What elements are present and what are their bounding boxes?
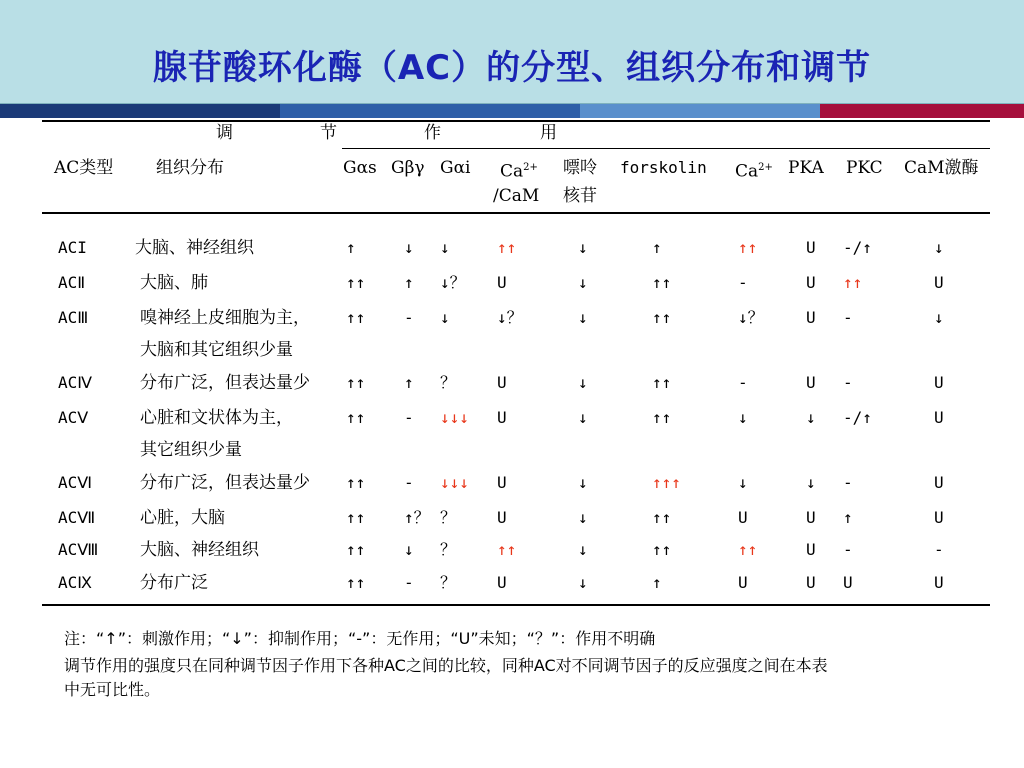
row-cell-ca-cam: U (497, 273, 507, 292)
row-cell-gai: ↓ (440, 238, 450, 257)
row-cell-fsk: ↑↑ (652, 408, 672, 427)
row-ac-type: ACⅡ (58, 273, 86, 292)
row-cell-purine: ↓ (578, 373, 588, 392)
row-cell-gas: ↑↑ (346, 508, 366, 527)
row-cell-purine: ↓ (578, 473, 588, 492)
decor-stripe (820, 104, 1024, 118)
row-ac-type: ACⅦ (58, 508, 96, 527)
row-tissue: 心脏，大脑 (140, 508, 225, 528)
row-tissue-line2: 大脑和其它组织少量 (140, 340, 293, 360)
row-cell-pka: U (806, 373, 816, 392)
row-cell-ca2: U (738, 508, 748, 527)
row-cell-camk: ↓ (934, 308, 944, 327)
row-cell-fsk: ↑↑ (652, 373, 672, 392)
row-cell-pkc: - (843, 308, 853, 327)
col-header-gai: Gαi (440, 158, 471, 178)
row-ac-type: ACI (58, 238, 87, 257)
row-cell-gai: ↓↓↓ (440, 408, 469, 427)
group-header-char: 作 (424, 123, 441, 143)
row-cell-ca-cam: U (497, 508, 507, 527)
row-cell-pka: ↓ (806, 473, 816, 492)
table-bottom-rule (42, 604, 990, 606)
row-cell-fsk: ↑↑ (652, 508, 672, 527)
row-ac-type: ACⅣ (58, 373, 93, 392)
row-cell-pka: U (806, 308, 816, 327)
table-top-rule (42, 120, 990, 122)
row-cell-pkc: ↑↑ (843, 273, 863, 292)
row-cell-fsk: ↑↑↑ (652, 473, 681, 492)
row-tissue: 大脑、神经组织 (140, 540, 259, 560)
ac-table (0, 118, 1024, 618)
row-cell-gai: ↓？ (440, 273, 466, 292)
row-cell-pkc: - (843, 373, 853, 392)
row-cell-pka: U (806, 540, 816, 559)
row-cell-pkc: -/↑ (843, 238, 872, 257)
row-cell-gbg: ↑ (404, 373, 414, 392)
row-cell-purine: ↓ (578, 508, 588, 527)
group-header-char: 用 (540, 123, 557, 143)
col-header-tissue: 组织分布 (156, 158, 224, 178)
row-tissue: 嗅神经上皮细胞为主， (140, 308, 310, 328)
row-cell-fsk: ↑ (652, 238, 662, 257)
col-header-camk: CaM激酶 (904, 158, 979, 178)
row-cell-gbg: ↓ (404, 238, 414, 257)
row-ac-type: ACⅥ (58, 473, 93, 492)
page-title: 腺苷酸环化酶（AC）的分型、组织分布和调节 (152, 48, 872, 88)
col-header-ca-cam-line2: /CaM (493, 186, 540, 206)
group-header-char: 节 (320, 123, 337, 143)
row-ac-type: ACⅢ (58, 308, 89, 327)
row-cell-pkc: ↑ (843, 508, 853, 527)
row-tissue: 分布广泛 (140, 573, 208, 593)
row-cell-ca2: ↑↑ (738, 238, 758, 257)
group-header-rule (342, 148, 990, 149)
row-cell-gas: ↑↑ (346, 408, 366, 427)
row-ac-type: ACⅨ (58, 573, 92, 592)
row-tissue: 分布广泛，但表达量少 (140, 473, 310, 493)
row-cell-ca-cam: U (497, 408, 507, 427)
decor-stripe (280, 104, 580, 118)
row-cell-purine: ↓ (578, 540, 588, 559)
row-cell-camk: ↓ (934, 238, 944, 257)
row-cell-fsk: ↑ (652, 573, 662, 592)
row-tissue: 大脑、神经组织 (135, 238, 254, 258)
row-cell-pka: U (806, 238, 816, 257)
row-cell-purine: ↓ (578, 573, 588, 592)
row-cell-pkc: - (843, 473, 853, 492)
row-cell-camk: U (934, 473, 944, 492)
superscript: 2+ (758, 162, 773, 173)
row-cell-pka: U (806, 508, 816, 527)
col-header-gas: Gαs (343, 158, 377, 178)
row-cell-pkc: -/↑ (843, 408, 872, 427)
col-header-ca-cam (500, 158, 538, 182)
col-header-ca2 (735, 158, 773, 182)
col-header-ca-cam-text: Ca (500, 161, 524, 182)
row-tissue-line2: 其它组织少量 (140, 440, 242, 460)
row-ac-type: ACⅤ (58, 408, 89, 427)
row-cell-ca2: - (738, 273, 748, 292)
row-cell-purine: ↓ (578, 408, 588, 427)
row-cell-camk: - (934, 540, 944, 559)
col-header-purine-line2: 核苷 (563, 186, 597, 206)
row-cell-gbg: ↑ (404, 273, 414, 292)
row-cell-gas: ↑↑ (346, 473, 366, 492)
row-cell-gai: ？ (440, 373, 457, 392)
row-cell-ca2: - (738, 373, 748, 392)
row-cell-ca2: ↓ (738, 408, 748, 427)
row-cell-gbg: ↑？ (404, 508, 430, 527)
row-cell-ca-cam: ↓？ (497, 308, 523, 327)
row-cell-gas: ↑↑ (346, 540, 366, 559)
superscript: 2+ (523, 162, 538, 173)
col-header-pkc: PKC (846, 158, 883, 178)
col-header-type: AC类型 (54, 158, 114, 178)
row-cell-gas: ↑↑ (346, 573, 366, 592)
row-cell-gas: ↑↑ (346, 308, 366, 327)
row-cell-purine: ↓ (578, 308, 588, 327)
row-cell-ca2: ↓ (738, 473, 748, 492)
row-cell-gbg: - (404, 573, 414, 592)
row-cell-gai: ↓ (440, 308, 450, 327)
row-cell-ca-cam: U (497, 473, 507, 492)
decor-stripe (580, 104, 820, 118)
row-cell-gas: ↑ (346, 238, 356, 257)
note-line-1: 注：“↑”：刺激作用；“↓”：抑制作用；“-”：无作用；“U”未知；“？”：作用不明确 (64, 629, 656, 648)
row-cell-fsk: ↑↑ (652, 273, 672, 292)
row-cell-camk: U (934, 408, 944, 427)
row-tissue: 心脏和文状体为主， (140, 408, 293, 428)
row-cell-ca-cam: U (497, 573, 507, 592)
row-cell-gbg: - (404, 473, 414, 492)
row-cell-camk: U (934, 573, 944, 592)
header-bottom-rule (42, 212, 990, 214)
group-header-char: 调 (216, 123, 233, 143)
row-cell-gai: ？ (440, 508, 457, 527)
title-banner (0, 0, 1024, 104)
row-cell-ca-cam: U (497, 373, 507, 392)
col-header-pka: PKA (788, 158, 824, 178)
row-cell-gai: ↓↓↓ (440, 473, 469, 492)
row-tissue: 分布广泛，但表达量少 (140, 373, 310, 393)
row-cell-camk: U (934, 508, 944, 527)
row-cell-gai: ？ (440, 540, 457, 559)
row-tissue: 大脑、肺 (140, 273, 208, 293)
col-header-gbg: Gβγ (391, 158, 425, 178)
col-header-purine: 嘌呤 (563, 158, 597, 178)
row-cell-ca-cam: ↑↑ (497, 238, 517, 257)
row-ac-type: ACⅧ (58, 540, 99, 559)
col-header-forskolin: forskolin (620, 158, 707, 177)
row-cell-ca2: U (738, 573, 748, 592)
note-line-2: 调节作用的强度只在同种调节因子作用下各种AC之间的比较，同种AC对不同调节因子的反应强度之间在本表 (64, 656, 828, 675)
row-cell-ca2: ↑↑ (738, 540, 758, 559)
row-cell-ca-cam: ↑↑ (497, 540, 517, 559)
row-cell-fsk: ↑↑ (652, 308, 672, 327)
note-line-3: 中无可比性。 (64, 680, 161, 699)
row-cell-fsk: ↑↑ (652, 540, 672, 559)
row-cell-purine: ↓ (578, 273, 588, 292)
row-cell-ca2: ↓？ (738, 308, 764, 327)
row-cell-gai: ？ (440, 573, 457, 592)
col-header-ca2-text: Ca (735, 161, 759, 182)
row-cell-gas: ↑↑ (346, 373, 366, 392)
row-cell-pkc: U (843, 573, 853, 592)
row-cell-gbg: ↓ (404, 540, 414, 559)
row-cell-gbg: - (404, 308, 414, 327)
row-cell-pka: U (806, 573, 816, 592)
row-cell-pka: ↓ (806, 408, 816, 427)
decor-stripe (0, 104, 280, 118)
row-cell-gbg: - (404, 408, 414, 427)
row-cell-camk: U (934, 373, 944, 392)
row-cell-gas: ↑↑ (346, 273, 366, 292)
row-cell-camk: U (934, 273, 944, 292)
row-cell-pkc: - (843, 540, 853, 559)
row-cell-pka: U (806, 273, 816, 292)
row-cell-purine: ↓ (578, 238, 588, 257)
